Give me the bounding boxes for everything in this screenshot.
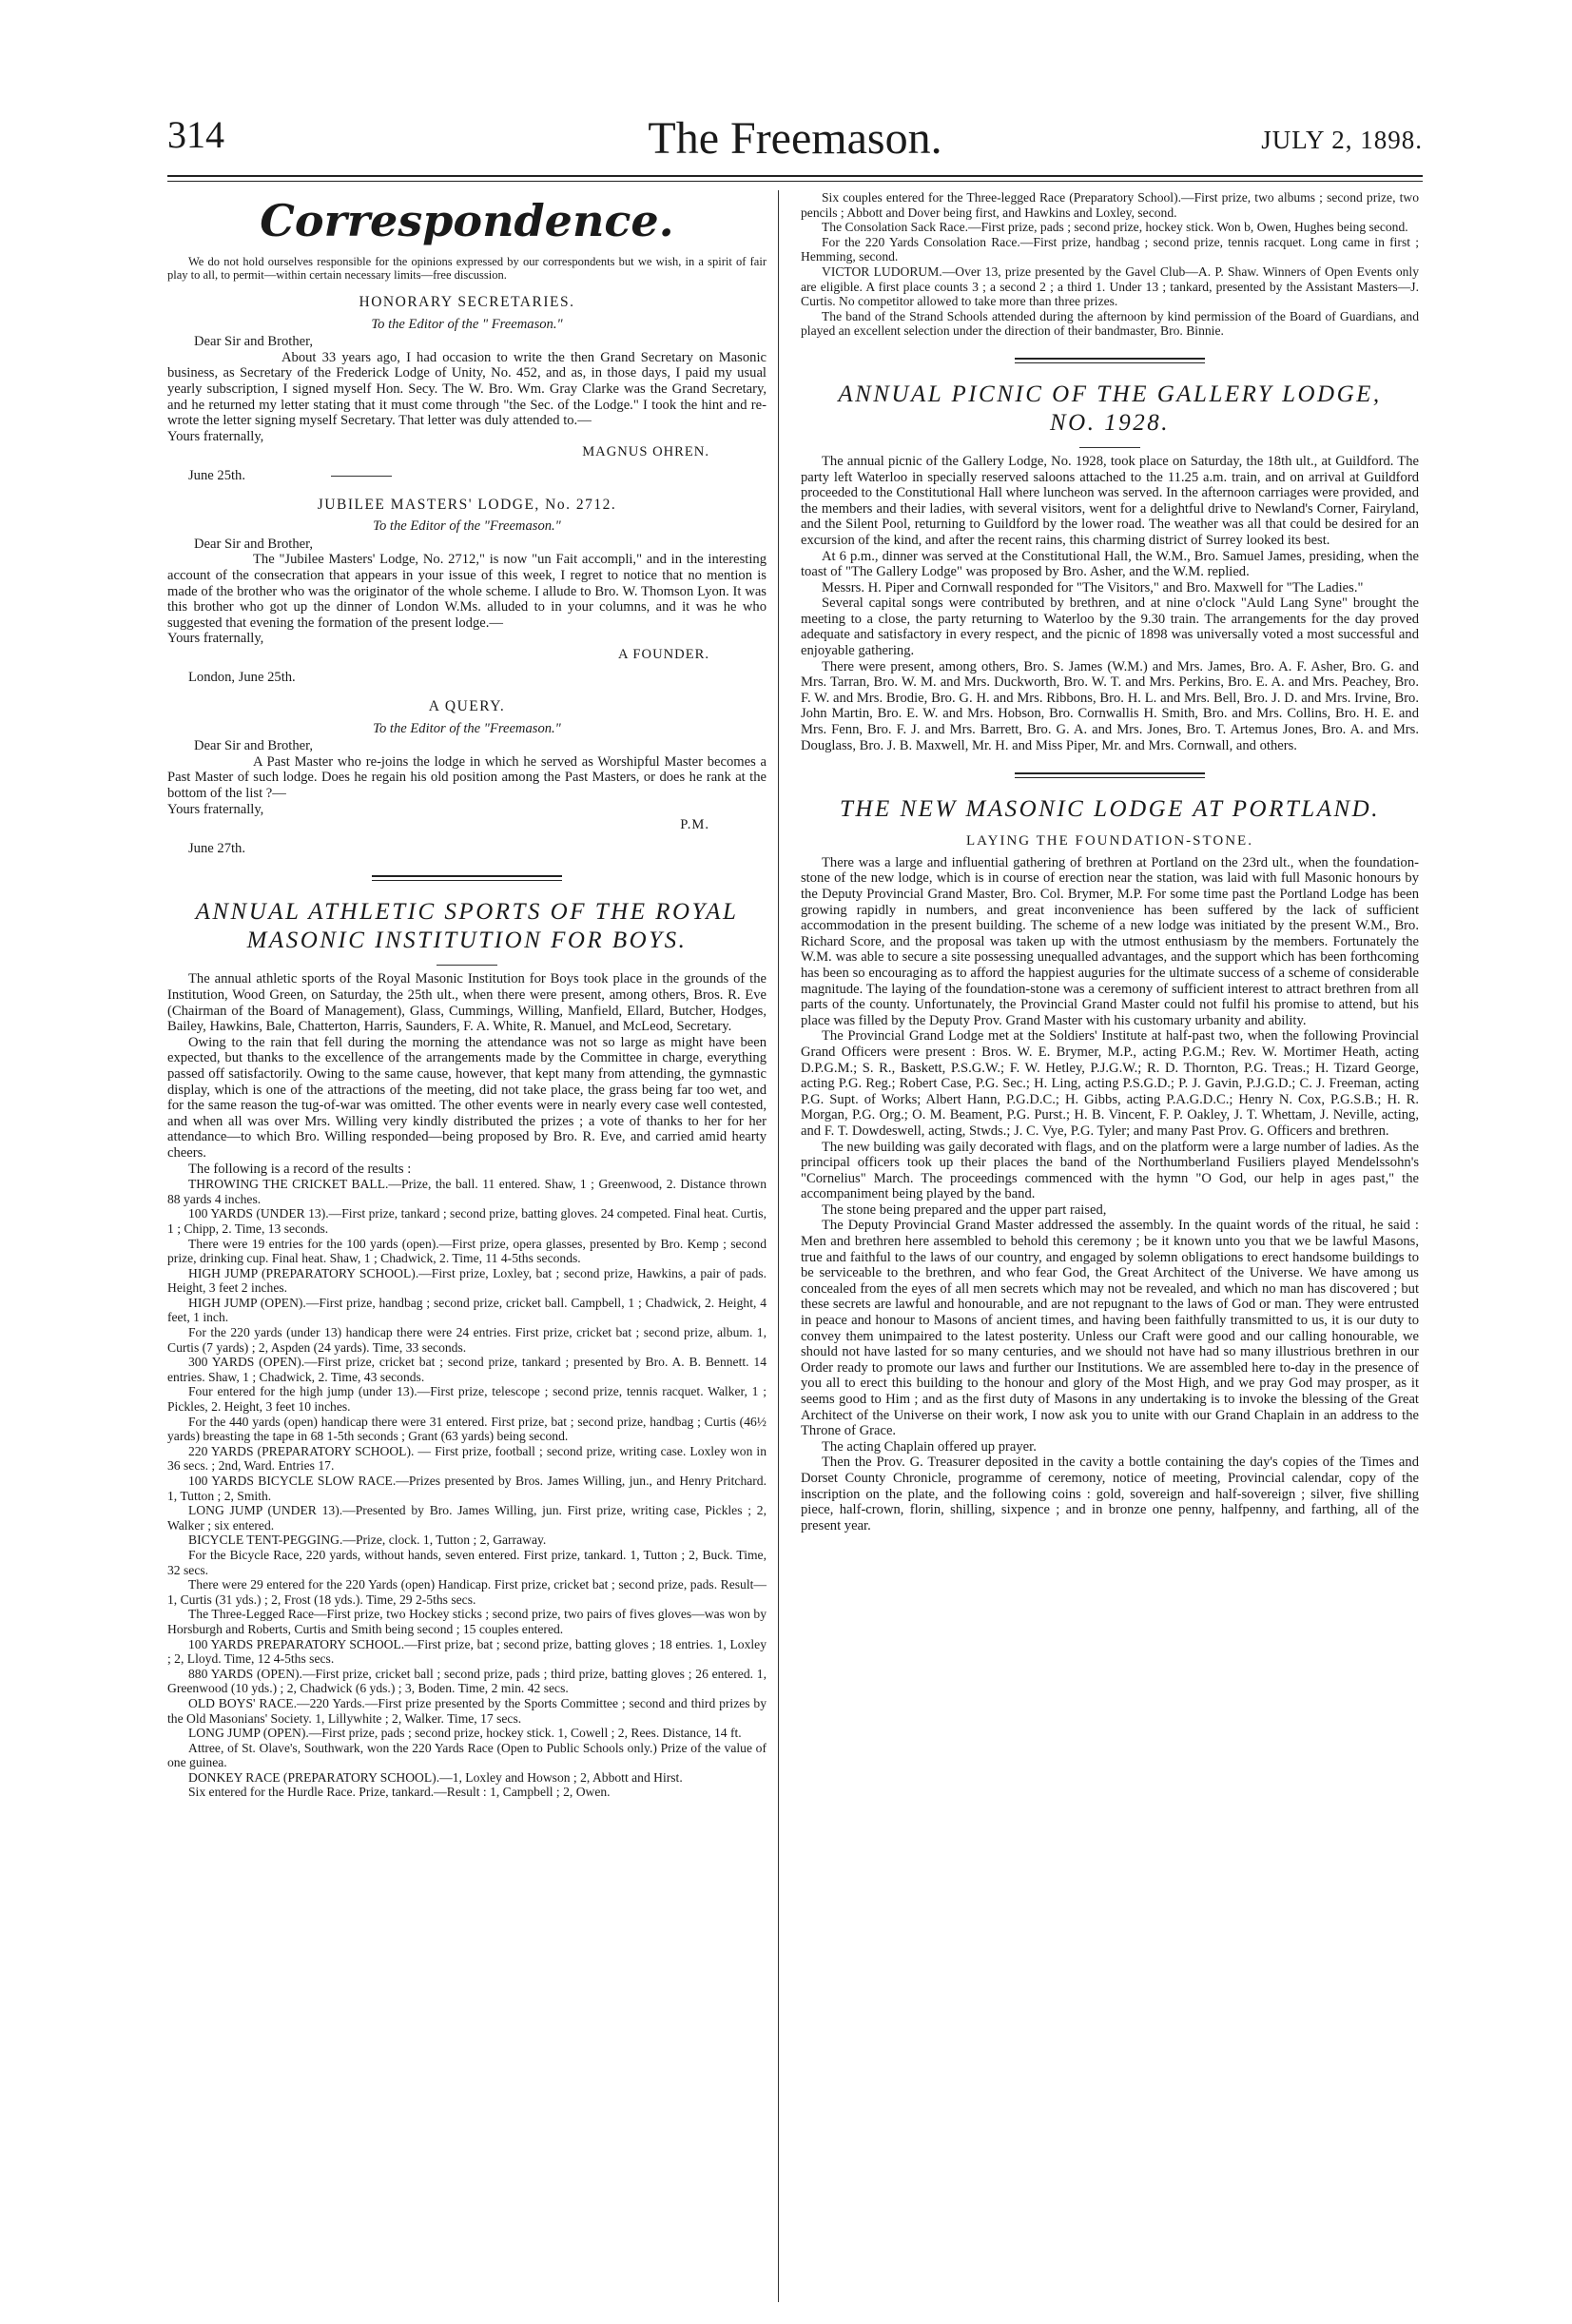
article-paragraph: The annual athletic sports of the Royal Masonic Institution for Boys took place in the grounds of the Institution, Wood Green, on Saturday, the 25th ult., when there were present, among others, Bros. R. Eve (Chairman of the Board of Management), Glass, Cummings, Willing, Manfield, Ellard, Butcher, Hodges, Bailey, Hawkins, Bale, Chatterton, Harris, Saunders, F. A. White, R. Manuel, and McLeod, Secretary. <box>167 971 767 1035</box>
athletic-sports-article <box>167 971 767 1800</box>
athletic-sports-heading: ANNUAL ATHLETIC SPORTS OF THE ROYAL MASONIC INSTITUTION FOR BOYS. <box>195 899 739 954</box>
masthead-rule-thin <box>167 181 1423 182</box>
article-paragraph: There was a large and influential gathering of brethren at Portland on the 23rd ult., when the foundation-stone of the new lodge, which is in course of erection near the station, was laid with full Masonic honours by the Deputy Provincial Grand Master, Bro. Col. Brymer, M.P. For some time past the Portland Lodge has been growing rapidly in numbers, and great inconvenience has been suffered by the lack of sufficient accommodation in the present building. The scheme of a new lodge was initiated by the present W.M., Bro. Richard Score, and the proposal was taken up with the utmost enthusiasm by the members. Fortunately the W.M. was able to secure a site possessing unequalled advantages, and the support which has been forthcoming has been so encouraging as to afford the happiest auguries for the ultimate success of a scheme of considerable magnitude. The laying of the foundation-stone was a ceremony of sufficient interest to attract brethren from all parts of the county. Unfortunately, the Provincial Grand Master could not fulfil his promise to attend, but his place was filled by the Deputy Prov. Grand Master with his customary urbanity and ability. <box>801 854 1419 1028</box>
result-item: 100 YARDS (UNDER 13).—First prize, tankard ; second prize, batting gloves. 24 competed. Final heat. Curtis, 1 ; Chipp, 2. Time, 13 seconds. <box>167 1206 767 1236</box>
letter-addressee: To the Editor of the "Freemason." <box>373 720 561 736</box>
article-paragraph: The annual picnic of the Gallery Lodge, No. 1928, took place on Saturday, the 18th ult., at Guildford. The party left Waterloo in specially reserved saloons attached to the 11.25 a.m. train, and on arrival at Guildford proceeded to the Constitutional Hall where luncheon was served. In the afternoon carriages were provided, and the members and their ladies, with several visitors, went for a delightful drive to Newland's Corner, Fairyland, and the Silent Pool, returning to Guildford by the lower road. The weather was all that could be desired for an excursion of the kind, and after the recent rains, this charming district of Surrey looked its best. <box>801 453 1419 548</box>
article-paragraph: The following is a record of the results : <box>188 1161 412 1177</box>
result-item: HIGH JUMP (OPEN).—First prize, handbag ; second prize, cricket ball. Campbell, 1 ; Chadwick, 2. Height, 4 feet, 1 inch. <box>167 1295 767 1325</box>
letter-date: London, June 25th. <box>188 670 296 686</box>
masthead <box>167 112 1423 179</box>
article-paragraph: The Deputy Provincial Grand Master addressed the assembly. In the quaint words of the ritual, he said : Men and brethren here assembled to behold this ceremony ; be it known unto you that we be lawful Masons, true and faithful to the laws of our country, and engaged by solemn obligations to erect handsome buildings to be serviceable to the brethren, and who fear God, the Great Architect of the Universe. We have among us concealed from the eyes of all men secrets which may not be revealed, and which no man has discovered ; but these secrets are lawful and honourable, and are not repugnant to the laws of God or man. They were entrusted in peace and honour to Masons of ancient times, and having been faithfully transmitted to us, it is our duty to convey them unimpaired to the latest posterity. Unless our Craft were good and our calling honourable, we should not have lasted for so many centuries, and we should not have had so many illustrious brethren in our Order ready to promote our laws and further our Institutions. We are assembled here to-day in the presence of you all to erect this building to the honour and glory of the Most High, and we pray God may prosper, as it seems good to Him ; and as the first duty of Masons in any undertaking is to invoke the blessing of the Great Architect of the Universe on their work, I now ask you to unite with our Grand Chaplain in an address to the Throne of Grace. <box>801 1218 1419 1439</box>
letter-honorary-secretaries <box>167 295 767 484</box>
letter-salutation: Dear Sir and Brother, <box>194 738 314 754</box>
result-item: OLD BOYS' RACE.—220 Yards.—First prize presented by the Sports Committee ; second and third prizes by the Old Masonians' Society. 1, Lillywhite ; 2, Walker. Time, 17 secs. <box>167 1695 767 1726</box>
letter-title: HONORARY SECRETARIES. <box>359 294 575 310</box>
letter-date: June 25th. <box>167 468 767 484</box>
issue-date: JULY 2, 1898. <box>1261 126 1423 154</box>
result-item: 100 YARDS BICYCLE SLOW RACE.—Prizes presented by Bros. James Willing, jun., and Henry Pritchard. 1, Tutton ; 2, Smith. <box>167 1474 767 1503</box>
result-item: 300 YARDS (OPEN).—First prize, cricket bat ; second prize, tankard ; presented by Bro. A. B. Bennett. 14 entries. Shaw, 1 ; Chadwick, 2. Time, 43 seconds. <box>167 1355 767 1384</box>
letter-title: JUBILEE MASTERS' LODGE, No. 2712. <box>317 496 617 513</box>
letter-addressee: To the Editor of the " Freemason." <box>371 316 563 332</box>
result-item: For the Bicycle Race, 220 yards, without hands, seven entered. First prize, tankard. 1, Tutton ; 2, Buck. Time, 32 secs. <box>167 1547 767 1577</box>
result-item: Four entered for the high jump (under 13).—First prize, telescope ; second prize, tennis racquet. Walker, 1 ; Pickles, 2. Height, 3 feet 10 inches. <box>167 1384 767 1415</box>
section-rule <box>1015 772 1205 778</box>
column-divider <box>778 190 779 2302</box>
letter-body: A Past Master who re-joins the lodge in which he served as Worshipful Master becomes a Past Master of such lodge. Does he regain his old position among the Past Masters, or does he rank at the bottom of the list ?— <box>167 753 767 802</box>
letter-closing: Yours fraternally, <box>167 801 264 817</box>
article-paragraph: There were present, among others, Bro. S. James (W.M.) and Mrs. James, Bro. A. F. Asher, Bro. G. and Mrs. Tarran, Bro. W. M. and Mrs. Duckworth, Bro. W. T. and Mrs. Perkins, Bro. E. A. and Mrs. Peachey, Bro. F. W. and Mrs. Brodie, Bro. G. H. and Mrs. Ribbons, Bro. H. L. and Mrs. Bell, Bro. J. D. and Mrs. Irvine, Bro. John Martin, Bro. E. W. and Mrs. Hobson, Bro. Cornwallis H. Smith, Bro. and Mrs. Collins, Bro. H. E. and Mrs. Fenn, Bro. F. J. and Mrs. Barrett, Bro. G. A. and Mrs. Jones, Bro. T. Artemus Jones, Bro. A. and Mrs. Douglass, Bro. J. B. Maxwell, Mr. H. and Miss Piper, Mr. and Mrs. Cornwall, and others. <box>801 658 1419 753</box>
result-item: The Consolation Sack Race.—First prize, pads ; second prize, hockey stick. Won b, Owen, Hughes being second. <box>822 220 1408 235</box>
result-item: Six entered for the Hurdle Race. Prize, tankard.—Result : 1, Campbell ; 2, Owen. <box>188 1785 611 1800</box>
result-item: BICYCLE TENT-PEGGING.—Prize, clock. 1, Tutton ; 2, Garraway. <box>188 1533 547 1548</box>
portland-heading: THE NEW MASONIC LODGE AT PORTLAND. <box>840 796 1380 823</box>
result-item: There were 29 entered for the 220 Yards (open) Handicap. First prize, cricket bat ; second prize, pads. Result—1, Curtis (31 yds.) ; 2, Frost (18 yds.). Time, 29 2-5ths secs. <box>167 1577 767 1607</box>
article-paragraph: At 6 p.m., dinner was served at the Constitutional Hall, the W.M., Bro. Samuel James, presiding, when the toast of "The Gallery Lodge" was proposed by Bro. Asher, and the W.M. replied. <box>801 548 1419 580</box>
result-item: 880 YARDS (OPEN).—First prize, cricket ball ; second prize, pads ; third prize, batting gloves ; 26 entered. 1, Greenwood (10 yds.) ; 2, Chadwick (6 yds.) ; 3, Boden. Time, 2 min. 42 secs. <box>167 1666 767 1696</box>
article-paragraph: The stone being prepared and the upper part raised, <box>822 1201 1107 1218</box>
result-item: There were 19 entries for the 100 yards (open).—First prize, opera glasses, presented by Bro. Kemp ; second prize, drinking cup. Final heat. Shaw, 1 ; Chadwick, 2. Time, 11 4-5ths seconds. <box>167 1236 767 1266</box>
letter-addressee: To the Editor of the "Freemason." <box>373 518 561 535</box>
heading-rule <box>1079 447 1140 448</box>
athletic-sports-continuation <box>801 190 1419 339</box>
result-item: VICTOR LUDORUM.—Over 13, prize presented by the Gavel Club—A. P. Shaw. Winners of Open Events only are eligible. A first place counts 3 ; a second 2 ; a third 1. Under 13 ; tankard, presented by the Assistant Masters—J. Curtis. No competitor allowed to take more than three prizes. <box>801 264 1419 309</box>
result-item: The Three-Legged Race—First prize, two Hockey sticks ; second prize, two pairs of fives gloves—was won by Horsburgh and Roberts, Curtis and Smith being second ; 15 couples entered. <box>167 1607 767 1636</box>
result-item: For the 220 Yards Consolation Race.—First prize, handbag ; second prize, tennis racquet. Long came in first ; Hemming, second. <box>801 234 1419 264</box>
section-rule <box>372 875 562 881</box>
letter-query <box>167 699 767 856</box>
left-column <box>167 190 767 2312</box>
result-item: LONG JUMP (UNDER 13).—Presented by Bro. James Willing, jun. First prize, writing case, Pickles ; 2, Walker ; six entered. <box>167 1503 767 1533</box>
article-paragraph: The new building was gaily decorated with flags, and on the platform were a large number of ladies. As the principal officers took up their places the band of the Northumberland Fusiliers played Mendelssohn's "Cornelius" March. The proceedings commenced with the hymn "O God, our help in ages past," the accompaniment being played by the band. <box>801 1139 1419 1202</box>
result-item: Attree, of St. Olave's, Southwark, won the 220 Yards Race (Open to Public Schools only.) Prize of the value of one guinea. <box>167 1740 767 1770</box>
masthead-rule <box>167 175 1423 177</box>
article-paragraph: The Provincial Grand Lodge met at the Soldiers' Institute at half-past two, when the following Provincial Grand Officers were present : Bros. W. E. Brymer, M.P., acting P.G.M.; Rev. W. Mortimer Heath, acting D.P.G.M.; S. R., Baskett, P.S.G.W.; F. W. Hetley, P.J.G.W.; R. D. Thornton, P.G. Treas.; H. Tizard George, acting P.G. Reg.; Robert Case, P.G. Sec.; H. Ling, acting P.S.G.D.; P. J. Gavin, P.J.G.D.; C. J. Freeman, acting P.G. Supt. of Works; Albert Hann, P.G.D.C.; H. Gibbs, acting P.A.G.D.C.; Henry N. Cox, P.G.S.B.; H. R. Morgan, P.G. Org.; O. M. Beament, P.G. Purst.; H. B. Vincent, F. P. Oakley, J. T. Whettam, J. Neville, acting, and F. T. Dowdeswell, acting, Stwds.; J. C. Vye, P.G. Tyler; and many Past Prov. G. Officers and brethren. <box>801 1028 1419 1139</box>
result-item: LONG JUMP (OPEN).—First prize, pads ; second prize, hockey stick. 1, Cowell ; 2, Rees. Distance, 14 ft. <box>188 1726 742 1741</box>
article-paragraph: Owing to the rain that fell during the morning the attendance was not so large as might have been expected, but thanks to the excellence of the arrangements made by the Committee in charge, everything passed off satisfactorily. Owing to the same cause, however, that kept many from attending, the gymnastic display, which is one of the attractions of the meeting, did not take place, the grass being far too wet, and for the same reason the tug-of-war was omitted. The other events were in nearly every case well contested, and when all was over Mrs. Willing very kindly distributed the prizes ; a vote of thanks to her for her attendance—to which Bro. Willing responded—being proposed by Bro. R. Eve, and carried amid hearty cheers. <box>167 1034 767 1161</box>
letter-title: A QUERY. <box>428 698 506 715</box>
portland-article <box>801 855 1419 1534</box>
correspondence-header: Correspondence. <box>260 195 674 246</box>
letter-date: June 27th. <box>188 840 245 856</box>
article-paragraph: Then the Prov. G. Treasurer deposited in the cavity a bottle containing the day's copies of the Times and Dorset County Chronicle, programme of ceremony, notice of meeting, Provincial calendar, copy of the inscription on the plate, and the following coins : gold, sovereign and half-sovereign ; silver, five shilling piece, half-crown, florin, shilling, sixpence ; and in bronze one penny, halfpenny, and farthing, all of the present year. <box>801 1455 1419 1533</box>
result-item: For the 220 yards (under 13) handicap there were 24 entries. First prize, cricket bat ; second prize, album. 1, Curtis (7 yards) ; 2, Aspden (24 yards). Time, 33 seconds. <box>167 1325 767 1355</box>
letter-signature: MAGNUS OHREN. <box>582 444 709 460</box>
letter-jubilee-masters <box>167 498 767 687</box>
results-list <box>167 1177 767 1800</box>
letter-closing: Yours fraternally, <box>167 631 264 647</box>
result-item: HIGH JUMP (PREPARATORY SCHOOL).—First prize, Loxley, bat ; second prize, Hawkins, a pair of pads. Height, 3 feet 2 inches. <box>167 1265 767 1296</box>
correspondence-disclaimer: We do not hold ourselves responsible for the opinions expressed by our correspondents but we wish, in a spirit of fair play to all, to permit—within certain necessary limits—free discussion. <box>167 255 767 282</box>
picnic-heading: ANNUAL PICNIC OF THE GALLERY LODGE, NO. 1928. <box>838 381 1382 436</box>
portland-subheading: LAYING THE FOUNDATION-STONE. <box>966 833 1253 850</box>
letter-closing: Yours fraternally, <box>167 428 264 444</box>
article-paragraph: Messrs. H. Piper and Cornwall responded for "The Visitors," and Bro. Maxwell for "The Ladies." <box>822 579 1364 596</box>
article-paragraph: The acting Chaplain offered up prayer. <box>822 1438 1037 1455</box>
newspaper-title: The Freemason. <box>648 113 942 164</box>
result-item: 100 YARDS PREPARATORY SCHOOL.—First prize, bat ; second prize, batting gloves ; 18 entries. 1, Loxley ; 2, Lloyd. Time, 12 4-5ths secs. <box>167 1636 767 1667</box>
page-number: 314 <box>167 113 224 156</box>
picnic-article <box>801 454 1419 753</box>
letter-signature: A FOUNDER. <box>618 646 709 662</box>
letter-salutation: Dear Sir and Brother, <box>194 334 314 350</box>
result-item: 220 YARDS (PREPARATORY SCHOOL). — First prize, football ; second prize, writing case. Loxley won in 36 secs. ; 2nd, Ward. Entries 17. <box>167 1443 767 1474</box>
result-item: THROWING THE CRICKET BALL.—Prize, the ball. 11 entered. Shaw, 1 ; Greenwood, 2. Distance thrown 88 yards 4 inches. <box>167 1177 767 1206</box>
section-rule <box>1015 358 1205 363</box>
letter-salutation: Dear Sir and Brother, <box>194 536 314 552</box>
heading-rule <box>437 965 497 966</box>
result-item: For the 440 yards (open) handicap there were 31 entered. First prize, bat ; second prize, handbag ; Curtis (46½ yards) breasting the tape in 68 1-5th seconds ; Grant (63 yards) being second. <box>167 1414 767 1444</box>
result-item: Six couples entered for the Three-legged Race (Preparatory School).—First prize, two albums ; second prize, two pencils ; Abbott and Dover being first, and Hawkins and Loxley, second. <box>801 190 1419 220</box>
letter-body: About 33 years ago, I had occasion to write the then Grand Secretary on Masonic business, as Secretary of the Frederick Lodge of Unity, No. 452, and as, in those days, I paid my usual yearly subscription, I signed myself Hon. Secy. The W. Bro. Wm. Gray Clarke was the Grand Secretary, and he returned my letter stating that it must come through "the Sec. of the Lodge." I took the hint and re-wrote the letter signing myself Secretary. That letter was duly attended to.— <box>167 349 767 429</box>
article-paragraph: Several capital songs were contributed by brethren, and at nine o'clock "Auld Lang Syne" brought the meeting to a close, the party returning to Waterloo by the 9.30 train. The arrangements for the day proved adequate and satisfactory in every respect, and the picnic of 1898 was universally voted a most successful and enjoyable gathering. <box>801 596 1419 659</box>
right-column <box>801 190 1419 2312</box>
result-item: DONKEY RACE (PREPARATORY SCHOOL).—1, Loxley and Howson ; 2, Abbott and Hirst. <box>188 1769 683 1785</box>
letter-signature: P.M. <box>680 817 709 833</box>
letter-body: The "Jubilee Masters' Lodge, No. 2712," is now "un Fait accompli," and in the interesting account of the consecration that appears in your issue of this week, I regret to notice that no mention is made of the brother who was the originator of the whole scheme. I allude to Bro. W. Thomson Lyon. It was this brother who got up the dinner of London W.Ms. alluded to in your columns, and it was he who suggested that evening the formation of the present lodge.— <box>167 552 767 631</box>
result-item: The band of the Strand Schools attended during the afternoon by kind permission of the Board of Guardians, and played an excellent selection under the direction of their bandmaster, Bro. Binnie. <box>801 308 1419 339</box>
